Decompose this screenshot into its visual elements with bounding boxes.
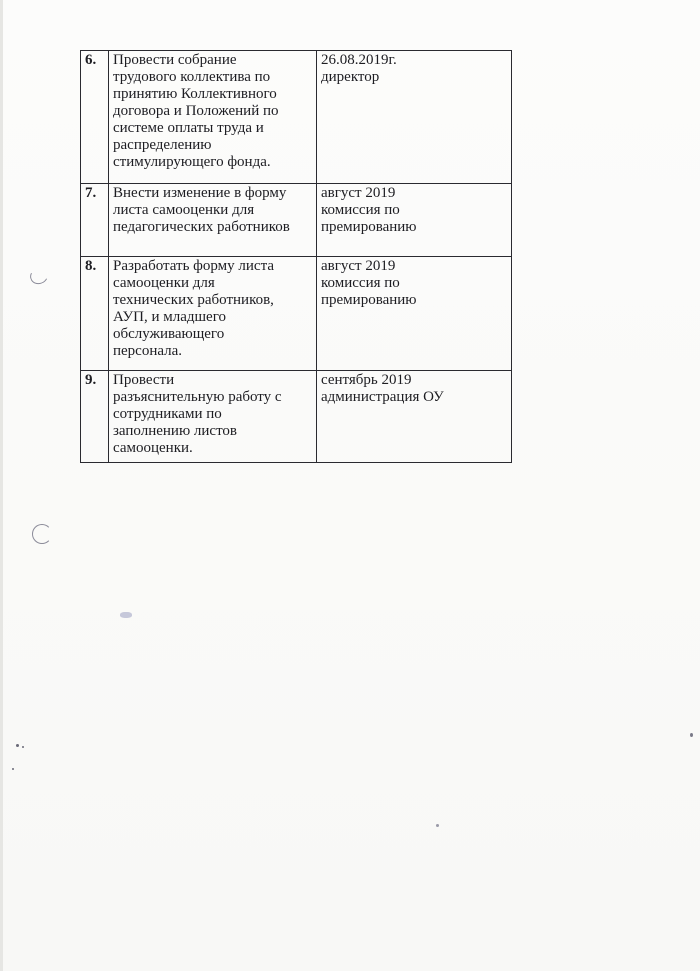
- term-line: администрация ОУ: [321, 389, 444, 405]
- term-line: комиссия по: [321, 202, 400, 218]
- task-line: АУП, и младшего: [113, 309, 226, 325]
- table-row: [81, 51, 512, 184]
- task-line: системе оплаты труда и: [113, 120, 264, 136]
- row-number: 8.: [81, 257, 109, 371]
- term-line: комиссия по: [321, 275, 400, 291]
- task-line: Разработать форму листа: [113, 258, 274, 274]
- term-line: премированию: [321, 219, 417, 235]
- table-row: [81, 257, 512, 371]
- row-number: 6.: [81, 51, 109, 184]
- task-line: Провести: [113, 372, 175, 388]
- task-cell: [109, 257, 317, 371]
- task-line: Внести изменение в форму: [113, 185, 287, 201]
- scan-speck: [12, 768, 14, 770]
- term-line: август 2019: [321, 258, 396, 274]
- row-number: 9.: [81, 371, 109, 463]
- task-line: заполнению листов: [113, 423, 238, 439]
- scan-speck: [436, 824, 439, 827]
- term-line: сентябрь 2019: [321, 372, 412, 388]
- action-plan-table: [80, 50, 512, 463]
- hole-punch-mark: [32, 524, 52, 544]
- term-line: премированию: [321, 292, 417, 308]
- task-line: трудового коллектива по: [113, 69, 271, 85]
- task-line: распределению: [113, 137, 212, 153]
- task-line: листа самооценки для: [113, 202, 255, 218]
- table-row: [81, 184, 512, 257]
- term-cell: [317, 371, 512, 463]
- task-line: педагогических работников: [113, 219, 290, 235]
- task-line: договора и Положений по: [113, 103, 279, 119]
- scan-speck: [690, 733, 693, 737]
- task-cell: [109, 51, 317, 184]
- task-line: Провести собрание: [113, 52, 237, 68]
- table-row: [81, 371, 512, 463]
- task-line: стимулирующего фонда.: [113, 154, 271, 170]
- term-cell: [317, 51, 512, 184]
- task-cell: [109, 184, 317, 257]
- task-line: самооценки.: [113, 440, 193, 456]
- task-line: разъяснительную работу с: [113, 389, 282, 405]
- term-line: 26.08.2019г.: [321, 52, 397, 68]
- task-line: сотрудниками по: [113, 406, 222, 422]
- task-line: обслуживающего: [113, 326, 225, 342]
- scan-speck: [16, 744, 19, 747]
- hole-punch-mark: [28, 265, 50, 286]
- task-cell: [109, 371, 317, 463]
- task-line: самооценки для: [113, 275, 215, 291]
- term-cell: [317, 257, 512, 371]
- scan-speck: [22, 746, 24, 748]
- term-line: август 2019: [321, 185, 396, 201]
- row-number: 7.: [81, 184, 109, 257]
- scan-speck: [120, 612, 132, 618]
- task-line: технических работников,: [113, 292, 274, 308]
- term-cell: [317, 184, 512, 257]
- task-line: принятию Коллективного: [113, 86, 277, 102]
- task-line: персонала.: [113, 343, 183, 359]
- page-edge: [0, 0, 3, 971]
- term-line: директор: [321, 69, 380, 85]
